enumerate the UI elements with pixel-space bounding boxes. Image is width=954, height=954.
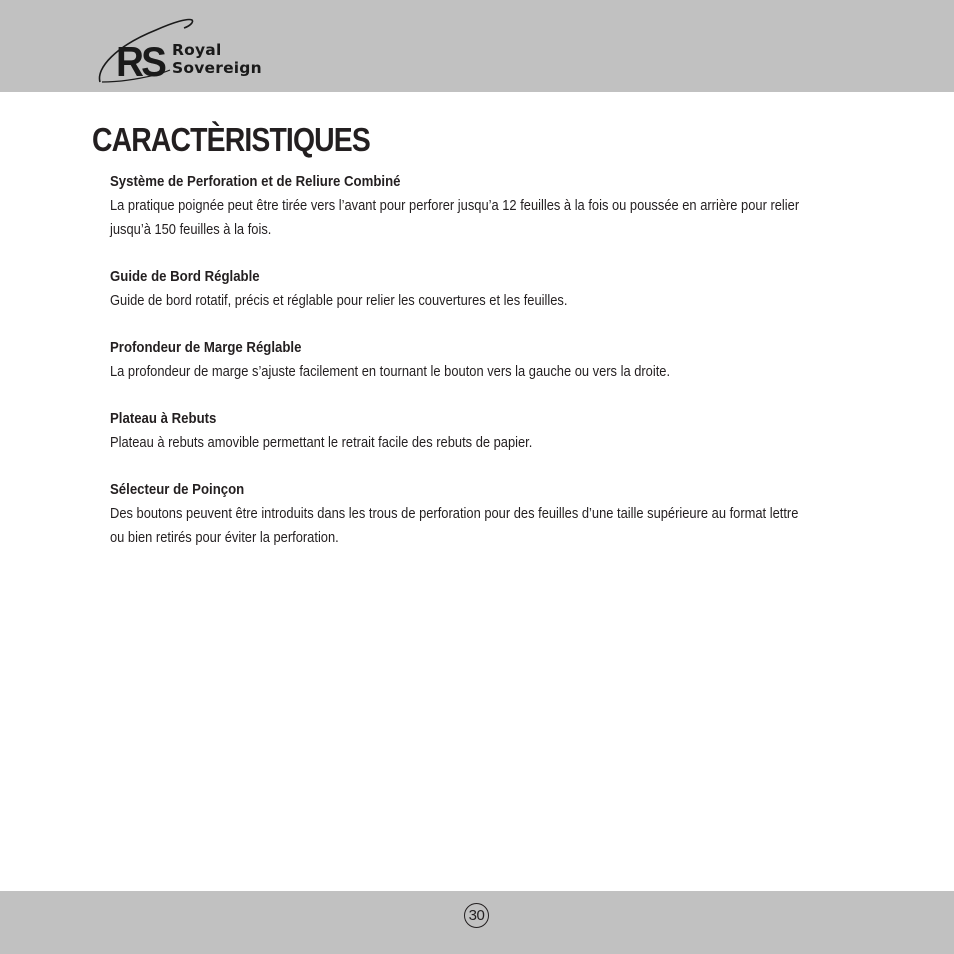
- feature-perforation-reliure: [110, 170, 870, 242]
- page-title: CARACTÈRISTIQUES: [92, 121, 370, 158]
- feature-heading: Plateau à Rebuts: [110, 410, 217, 427]
- feature-text-line: La pratique poignée peut être tirée vers l’avant pour perforer jusqu’a 12 feuilles à la fois ou poussée en arrière pour relier: [110, 197, 800, 214]
- feature-text-line: La profondeur de marge s’ajuste facilement en tournant le bouton vers la gauche ou vers la droite.: [110, 363, 671, 380]
- feature-text-line: Guide de bord rotatif, précis et réglable pour relier les couvertures et les feuilles.: [110, 292, 568, 309]
- feature-description: [110, 502, 870, 550]
- features-list: [110, 170, 870, 573]
- feature-text-line: jusqu’à 150 feuilles à la fois.: [110, 221, 272, 238]
- feature-heading: Sélecteur de Poinçon: [110, 481, 245, 498]
- feature-text-line: ou bien retirés pour éviter la perforation.: [110, 529, 339, 546]
- logo-word-royal: Royal: [172, 41, 222, 59]
- feature-heading: Profondeur de Marge Réglable: [110, 339, 302, 356]
- header-band: [0, 0, 954, 92]
- feature-guide-bord: [110, 265, 870, 313]
- royal-sovereign-logo: [96, 16, 286, 88]
- feature-profondeur-marge: [110, 336, 870, 384]
- logo-word-sovereign: Sovereign: [172, 59, 262, 77]
- feature-description: [110, 194, 870, 242]
- feature-heading: Système de Perforation et de Reliure Combiné: [110, 173, 401, 190]
- feature-text-line: Plateau à rebuts amovible permettant le retrait facile des rebuts de papier.: [110, 434, 533, 451]
- feature-text-line: Des boutons peuvent être introduits dans les trous de perforation pour des feuilles d’une taille supérieure au format lettre: [110, 505, 799, 522]
- feature-heading: Guide de Bord Réglable: [110, 268, 260, 285]
- feature-description: [110, 360, 870, 384]
- page-number: 30: [464, 903, 489, 928]
- feature-description: [110, 289, 870, 313]
- feature-selecteur-poincon: [110, 478, 870, 550]
- logo-mark: RS: [116, 38, 165, 85]
- feature-description: [110, 431, 870, 455]
- feature-plateau-rebuts: [110, 407, 870, 455]
